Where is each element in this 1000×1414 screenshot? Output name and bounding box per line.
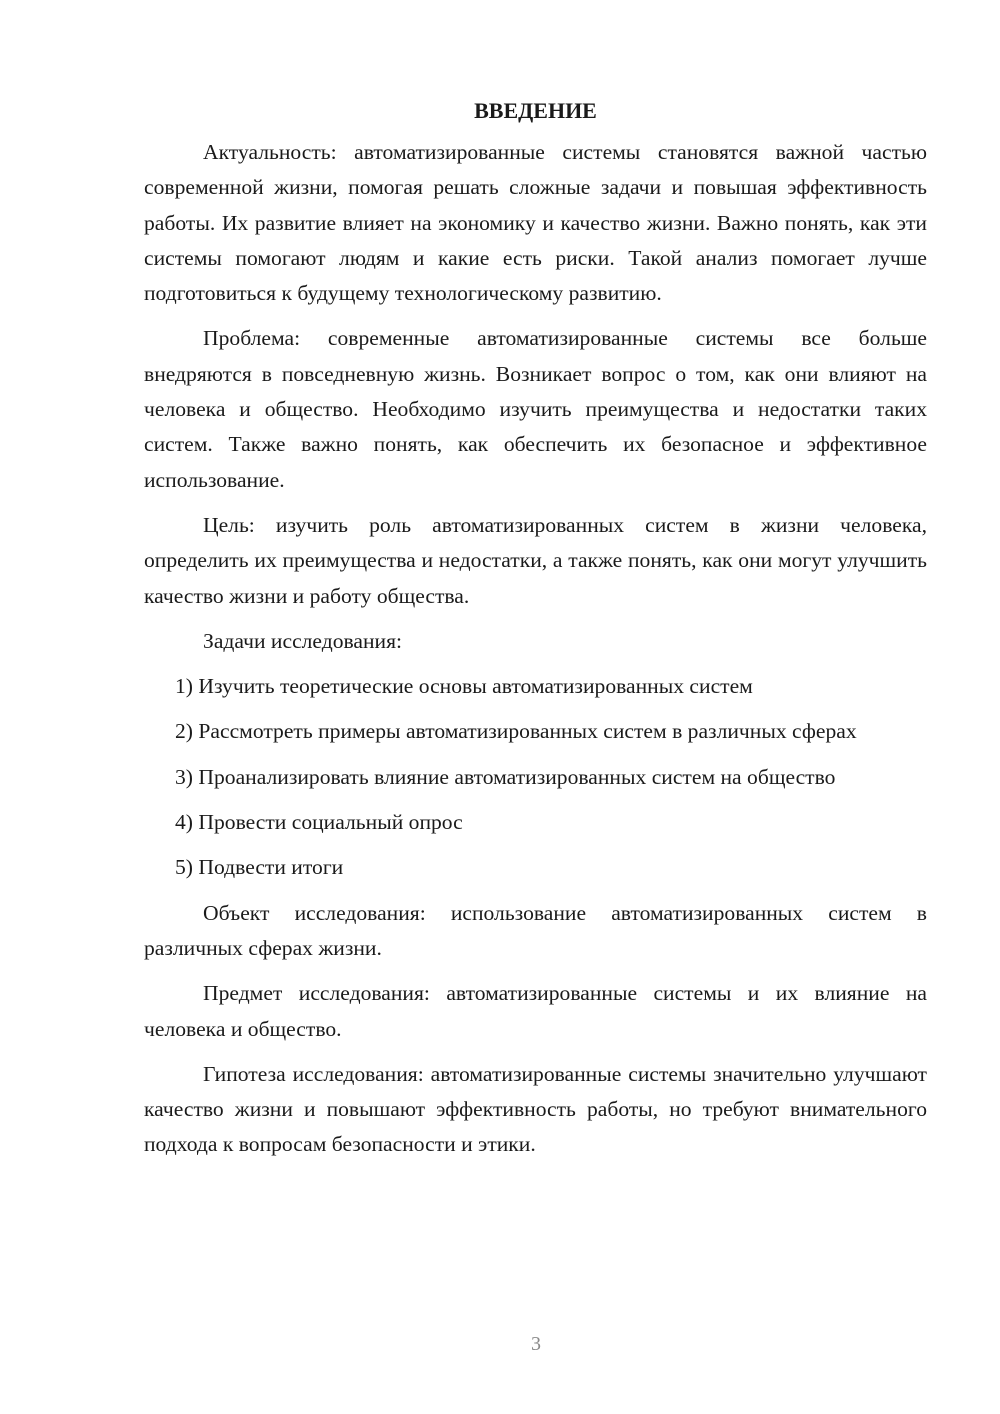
task-item-5: 5) Подвести итоги xyxy=(175,855,344,880)
task-item-4: 4) Провести социальный опрос xyxy=(175,810,463,835)
goal-paragraph: Цель: изучить роль автоматизированных систем в жизни человека, определить их преимущества и недостатки, а также понять, как они могут улучшить качество жизни и работу общества. xyxy=(144,512,927,608)
task-item-1: 1) Изучить теоретические основы автоматизированных систем xyxy=(175,674,753,699)
object-paragraph: Объект исследования: использование автоматизированных систем в различных сферах жизни. xyxy=(144,900,927,960)
task-item-3: 3) Проанализировать влияние автоматизированных систем на общество xyxy=(175,764,836,789)
problem-paragraph: Проблема: современные автоматизированные системы все больше внедряются в повседневную жизнь. Возникает вопрос о том, как они влияют на человека и общество. Необходимо изучить преимущества и недостатки таких систем. Также важно понять, как обеспечить их безопасное и эффективное использование. xyxy=(144,326,927,492)
page-number: 3 xyxy=(531,1333,541,1355)
subject-paragraph: Предмет исследования: автоматизированные системы и их влияние на человека и общество. xyxy=(144,981,927,1041)
section-heading: ВВЕДЕНИЕ xyxy=(474,98,597,123)
relevance-paragraph: Актуальность: автоматизированные системы становятся важной частью современной жизни, помогая решать сложные задачи и повышая эффективность работы. Их развитие влияет на экономику и качество жизни. Важно понять, как эти системы помогают людям и какие есть риски. Такой анализ помогает лучше подготовиться к будущему технологическому развитию. xyxy=(144,140,927,306)
hypothesis-paragraph: Гипотеза исследования: автоматизированные системы значительно улучшают качество жизни и повышают эффективность работы, но требуют внимательного подхода к вопросам безопасности и этики. xyxy=(144,1061,927,1157)
task-item-2: 2) Рассмотреть примеры автоматизированных систем в различных сферах xyxy=(175,719,857,744)
page-content xyxy=(144,96,927,1173)
tasks-title: Задачи исследования: xyxy=(203,628,403,653)
